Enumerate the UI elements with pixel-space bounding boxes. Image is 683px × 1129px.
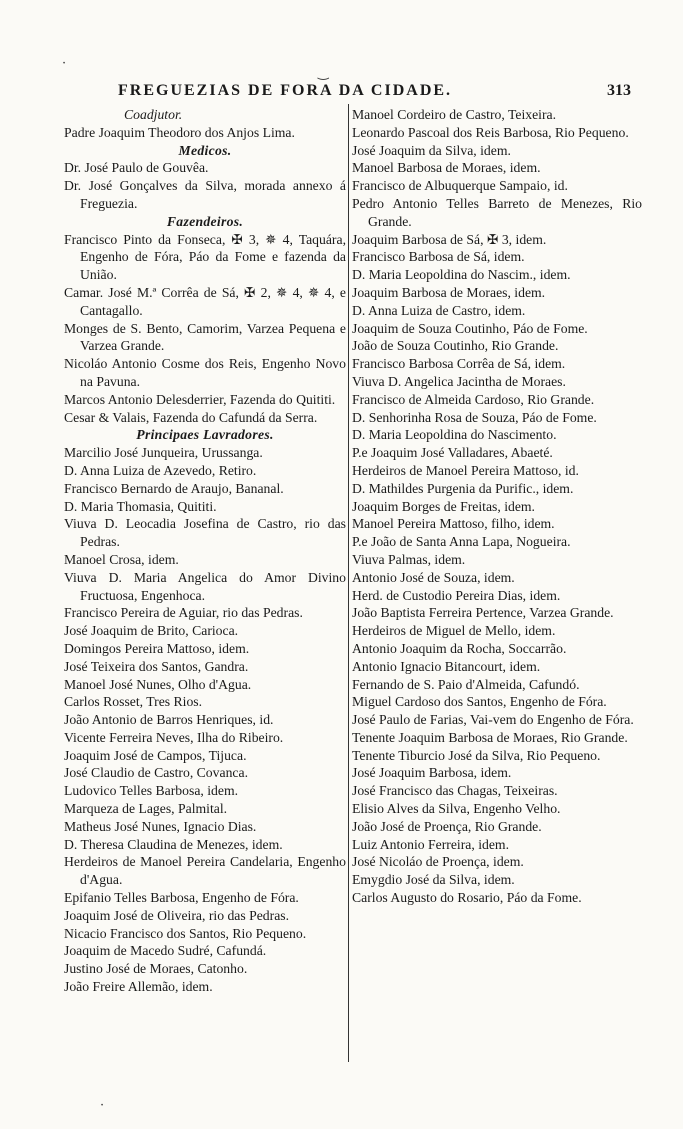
directory-entry: Manoel Barbosa de Moraes, idem.	[352, 160, 541, 176]
directory-entry: Francisco de Almeida Cardoso, Rio Grande.	[352, 391, 595, 407]
directory-entry: Antonio José de Souza, idem.	[352, 569, 515, 585]
directory-entry: José Teixeira dos Santos, Gandra.	[64, 658, 249, 674]
directory-entry: Francisco Pinto da Fonseca, ✠ 3, ✵ 4, Taquára, Engenho de Fóra, Páo da Fome e fazenda da União.	[64, 231, 346, 283]
directory-entry: Matheus José Nunes, Ignacio Dias.	[64, 818, 257, 834]
directory-entry: Tenente Tiburcio José da Silva, Rio Pequeno.	[352, 747, 601, 763]
directory-entry: José Claudio de Castro, Covanca.	[64, 765, 248, 781]
directory-entry: Padre Joaquim Theodoro dos Anjos Lima.	[64, 124, 295, 140]
section-heading: Fazendeiros.	[166, 213, 244, 229]
directory-entry: Viuva D. Leocadia Josefina de Castro, rio das Pedras.	[64, 516, 346, 550]
directory-entry: Tenente Joaquim Barbosa de Moraes, Rio Grande.	[352, 729, 628, 745]
directory-entry: Francisco Bernardo de Araujo, Bananal.	[64, 480, 284, 496]
directory-entry: D. Anna Luiza de Castro, idem.	[352, 302, 526, 318]
directory-entry: Monges de S. Bento, Camorim, Varzea Pequena e Varzea Grande.	[64, 320, 346, 354]
directory-entry: Luiz Antonio Ferreira, idem.	[352, 836, 509, 852]
page-header	[58, 82, 631, 100]
directory-entry: Viuva D. Maria Angelica do Amor Divino Fructuosa, Engenhoca.	[64, 569, 346, 603]
directory-entry: José Joaquim Barbosa, idem.	[352, 765, 512, 781]
right-column	[352, 106, 642, 907]
directory-entry: Marqueza de Lages, Palmital.	[64, 801, 228, 817]
directory-entry: D. Maria Thomasia, Quititi.	[64, 498, 217, 514]
directory-entry: D. Senhorinha Rosa de Souza, Páo de Fome.	[352, 409, 597, 425]
directory-entry: D. Theresa Claudina de Menezes, idem.	[64, 836, 283, 852]
directory-entry: D. Anna Luiza de Azevedo, Retiro.	[64, 462, 257, 478]
directory-entry: Cesar & Valais, Fazenda do Cafundá da Serra.	[64, 409, 318, 425]
directory-entry: Epifanio Telles Barbosa, Engenho de Fóra.	[64, 890, 299, 906]
directory-entry: P.e João de Santa Anna Lapa, Nogueira.	[352, 534, 571, 550]
directory-entry: Joaquim de Souza Coutinho, Páo de Fome.	[352, 320, 588, 336]
directory-entry: Carlos Rosset, Tres Rios.	[64, 694, 203, 710]
directory-entry: Dr. José Gonçalves da Silva, morada annexo á Freguezia.	[64, 178, 346, 211]
directory-entry: Francisco Barbosa Corrêa de Sá, idem.	[352, 356, 566, 372]
directory-entry: Dr. José Paulo de Gouvêa.	[64, 160, 209, 176]
directory-entry: D. Maria Leopoldina do Nascimento.	[352, 427, 557, 443]
directory-entry: Manoel José Nunes, Olho d'Agua.	[64, 676, 252, 692]
directory-entry: Ludovico Telles Barbosa, idem.	[64, 783, 239, 799]
directory-entry: Elisio Alves da Silva, Engenho Velho.	[352, 801, 561, 817]
directory-entry: D. Maria Leopoldina do Nascim., idem.	[352, 267, 571, 283]
directory-entry: Carlos Augusto do Rosario, Páo da Fome.	[352, 890, 582, 906]
directory-entry: Francisco de Albuquerque Sampaio, id.	[352, 178, 568, 194]
directory-entry: Leonardo Pascoal dos Reis Barbosa, Rio Pequeno.	[352, 124, 629, 140]
stray-mark: ·	[62, 56, 67, 71]
stray-mark: ‿	[318, 66, 329, 81]
directory-entry: Joaquim Borges de Freitas, idem.	[352, 498, 535, 514]
directory-entry: José Paulo de Farias, Vai-vem do Engenho de Fóra.	[352, 712, 634, 728]
directory-entry: Domingos Pereira Mattoso, idem.	[64, 640, 250, 656]
directory-entry: João José de Proença, Rio Grande.	[352, 818, 542, 834]
directory-entry: Joaquim José de Oliveira, rio das Pedras.	[64, 907, 290, 923]
directory-entry: P.e Joaquim José Valladares, Abaeté.	[352, 445, 553, 461]
directory-entry: João Antonio de Barros Henriques, id.	[64, 712, 274, 728]
directory-entry: Herd. de Custodio Pereira Dias, idem.	[352, 587, 561, 603]
stray-mark: ·	[100, 1098, 105, 1113]
directory-entry: José Francisco das Chagas, Teixeiras.	[352, 783, 558, 799]
directory-entry: Joaquim Barbosa de Moraes, idem.	[352, 284, 546, 300]
directory-entry: Francisco Pereira de Aguiar, rio das Pedras.	[64, 605, 303, 621]
directory-entry: Miguel Cardoso dos Santos, Engenho de Fóra.	[352, 694, 607, 710]
section-heading: Medicos.	[178, 142, 232, 158]
section-heading: Principaes Lavradores.	[136, 427, 274, 443]
directory-entry: Manoel Cordeiro de Castro, Teixeira.	[352, 107, 557, 122]
directory-entry: Herdeiros de Manoel Pereira Candelaria, Engenho d'Agua.	[64, 854, 346, 888]
section-subheading: Coadjutor.	[124, 107, 183, 122]
directory-entry: Fernando de S. Paio d'Almeida, Cafundó.	[352, 676, 580, 692]
page-number: 313	[607, 82, 631, 99]
directory-entry: Marcos Antonio Delesderrier, Fazenda do Quititi.	[64, 391, 336, 407]
directory-entry: Herdeiros de Miguel de Mello, idem.	[352, 623, 556, 639]
directory-entry: Antonio Ignacio Bitancourt, idem.	[352, 658, 541, 674]
directory-entry: Justino José de Moraes, Catonho.	[64, 961, 248, 977]
directory-entry: João Freire Allemão, idem.	[64, 979, 213, 995]
directory-entry: Emygdio José da Silva, idem.	[352, 872, 515, 888]
directory-entry: Antonio Joaquim da Rocha, Soccarrão.	[352, 640, 567, 656]
directory-entry: João de Souza Coutinho, Rio Grande.	[352, 338, 559, 354]
directory-entry: Manoel Pereira Mattoso, filho, idem.	[352, 516, 555, 532]
directory-entry: Herdeiros de Manoel Pereira Mattoso, id.	[352, 462, 579, 478]
running-title: FREGUEZIAS DE FORA DA CIDADE.	[118, 82, 453, 99]
directory-entry: José Nicoláo de Proença, idem.	[352, 854, 524, 870]
directory-entry: Nicoláo Antonio Cosme dos Reis, Engenho Novo na Pavuna.	[64, 356, 346, 389]
directory-entry: Viuva Palmas, idem.	[352, 551, 466, 567]
directory-entry: Viuva D. Angelica Jacintha de Moraes.	[352, 373, 566, 389]
directory-entry: Marcilio José Junqueira, Urussanga.	[64, 445, 263, 461]
directory-entry: Camar. José M.ª Corrêa de Sá, ✠ 2, ✵ 4, ✵ 4, e Cantagallo.	[64, 284, 346, 318]
directory-entry: Joaquim Barbosa de Sá, ✠ 3, idem.	[352, 231, 547, 247]
directory-entry: Joaquim de Macedo Sudré, Cafundá.	[64, 943, 267, 959]
directory-entry: José Joaquim de Brito, Carioca.	[64, 623, 239, 639]
directory-entry: Nicacio Francisco dos Santos, Rio Pequeno.	[64, 925, 307, 941]
left-column	[64, 106, 346, 996]
directory-entry: Joaquim José de Campos, Tijuca.	[64, 747, 247, 763]
directory-entry: Manoel Crosa, idem.	[64, 551, 179, 567]
directory-entry: Vicente Ferreira Neves, Ilha do Ribeiro.	[64, 729, 284, 745]
column-divider	[348, 104, 349, 1062]
directory-entry: José Joaquim da Silva, idem.	[352, 142, 511, 158]
directory-entry: João Baptista Ferreira Pertence, Varzea Grande.	[352, 605, 614, 621]
directory-entry: D. Mathildes Purgenia da Purific., idem.	[352, 480, 574, 496]
directory-entry: Francisco Barbosa de Sá, idem.	[352, 249, 525, 265]
directory-entry: Pedro Antonio Telles Barreto de Menezes, Rio Grande.	[352, 195, 642, 229]
